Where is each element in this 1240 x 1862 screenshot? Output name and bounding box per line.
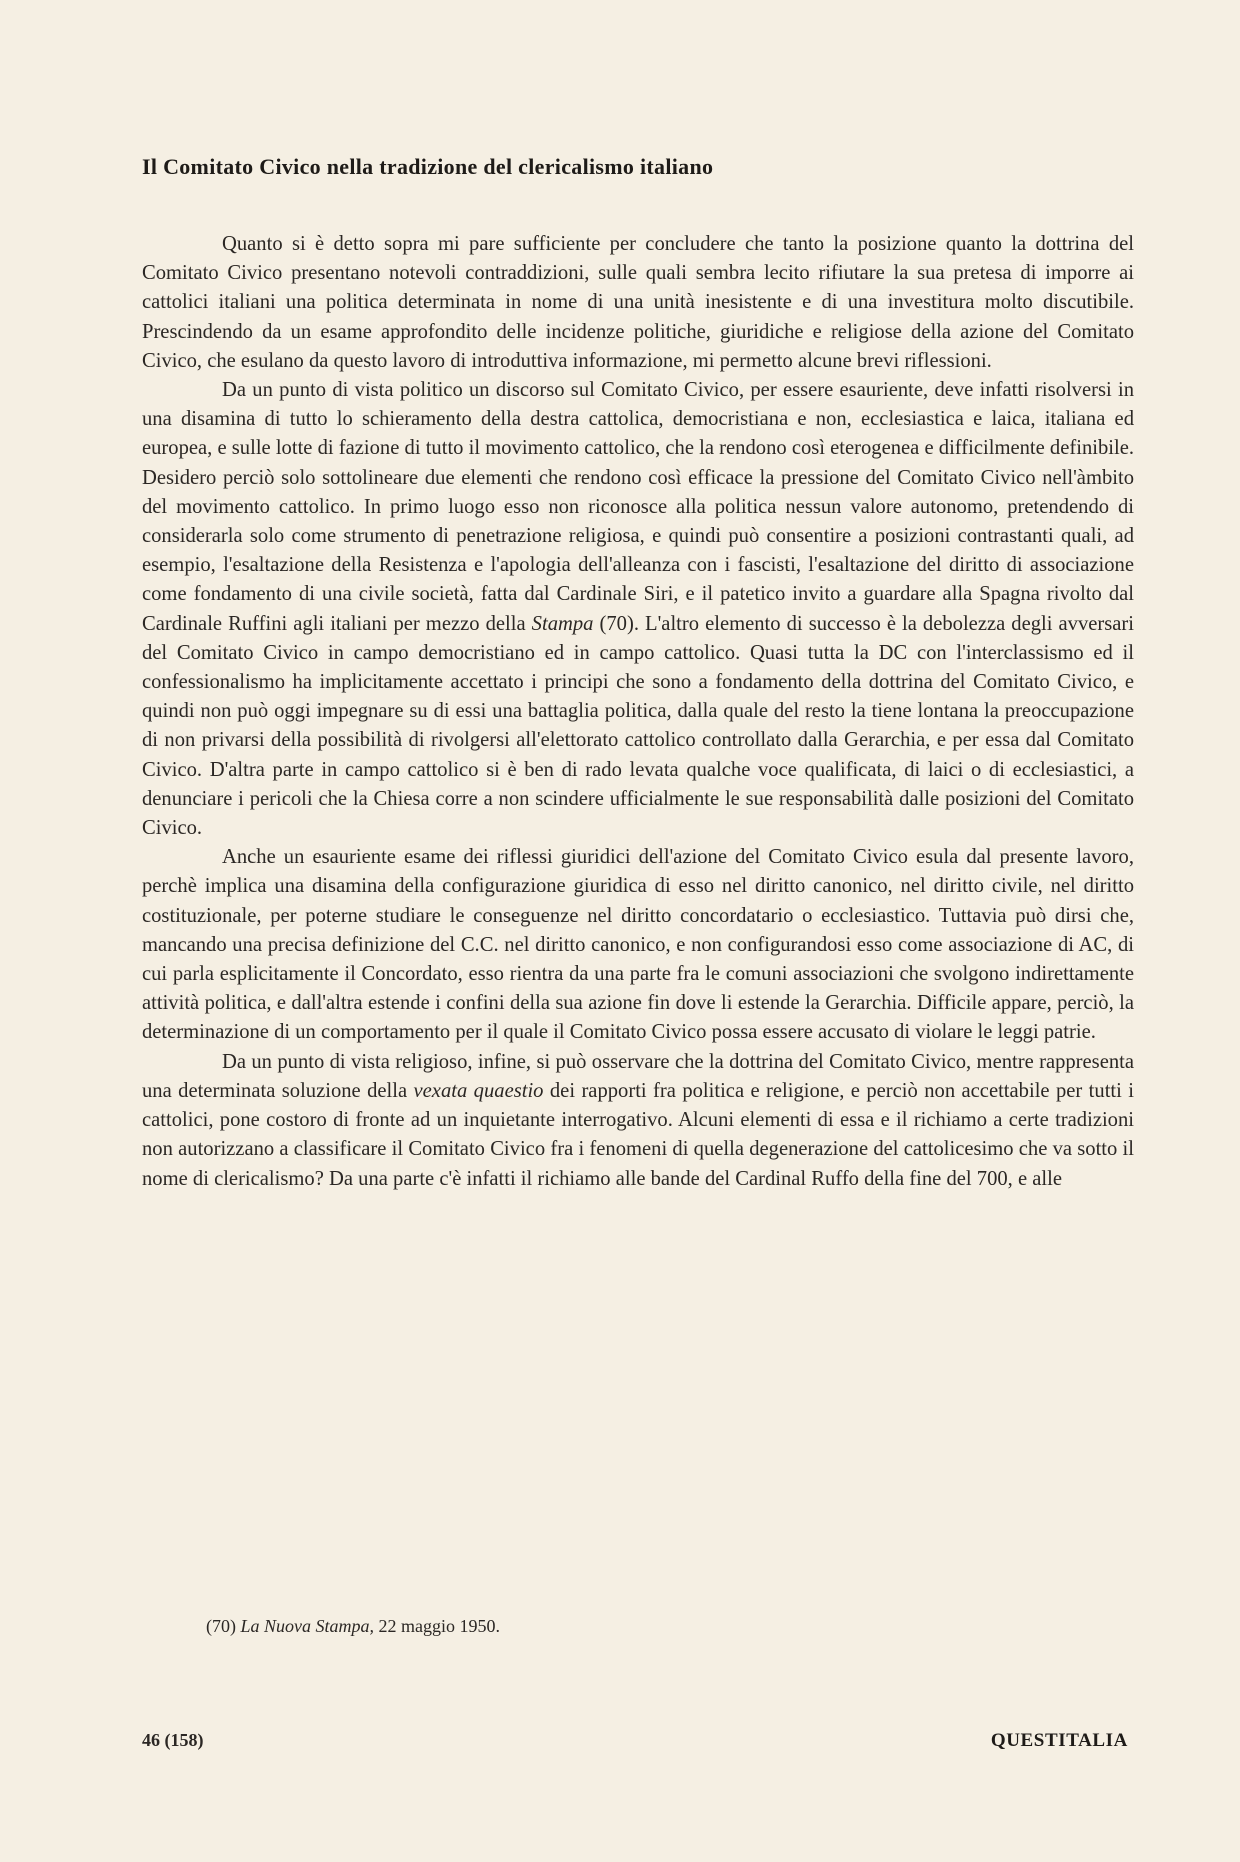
paragraph <box>142 1048 1134 1194</box>
paragraph-text: Da un punto di vista religioso, infine, si può osservare che la dottrina del Comitato Civico, mentre rappresenta una determinata soluzione della <box>142 1050 1134 1102</box>
paragraph <box>142 376 1134 843</box>
footnote-70 <box>206 1616 1106 1637</box>
footnote-source-title: La Nuova Stampa, <box>240 1616 375 1636</box>
italic-text: vexata quaestio <box>413 1079 544 1102</box>
italic-text: Stampa <box>531 612 594 635</box>
footnote-date: 22 maggio 1950. <box>378 1616 501 1636</box>
paragraph <box>142 843 1134 1047</box>
journal-name: QUESTITALIA <box>990 1730 1128 1751</box>
paragraph-text: Da un punto di vista politico un discorso sul Comitato Civico, per essere esauriente, deve infatti risolversi in una disamina di tutto lo schieramento della destra cattolica, democristiana e non, ecclesiastica e laica, italiana ed europea, e sulle lotte di fazione di tutto il movimento cattolico, che la rendono così eterogenea e difficilmente definibile. Desidero perciò solo sottolineare due elementi che rendono così efficace la pressione del Comitato Civico nell'àmbito del movimento cattolico. In primo luogo esso non riconosce alla politica nessun valore autonomo, pretendendo di considerarla solo come strumento di penetrazione religiosa, e quindi può consentire a posizioni contrastanti quali, ad esempio, l'esaltazione della Resistenza e l'apologia dell'alleanza con i fascisti, l'esaltazione del diritto di associazione come fondamento di una civile società, fatta dal Cardinale Siri, e il patetico invito a guardare alla Spagna rivolto dal Cardinale Ruffini agli italiani per mezzo della <box>142 379 1134 635</box>
paragraph <box>142 230 1134 376</box>
paragraph-text: (70). L'altro elemento di successo è la debolezza degli avversari del Comitato Civico in campo democristiano ed in campo cattolico. Quasi tutta la DC con l'interclassismo ed il confessionalismo ha implicitamente accettato i principi che sono a fondamento della dottrina del Comitato Civico, e quindi non può oggi impegnare su di essi una battaglia politica, dalla quale del resto la tiene lontana la preoccupazione di non privarsi della possibilità di rivolgersi all'elettorato cattolico controllato dalla Gerarchia, e per essa dal Comitato Civico. D'altra parte in campo cattolico si è ben di rado levata qualche voce qualificata, di laici o di ecclesiastici, a denunciare i pericoli che la Chiesa corre a non scindere ufficialmente le sue responsabilità dalle posizioni del Comitato Civico. <box>142 612 1134 840</box>
body-text <box>142 230 1134 1194</box>
section-heading: Il Comitato Civico nella tradizione del clericalismo italiano <box>142 154 714 179</box>
paragraph-text: Anche un esauriente esame dei riflessi giuridici dell'azione del Comitato Civico esula dal presente lavoro, perchè implica una disamina della configurazione giuridica di esso nel diritto canonico, nel diritto civile, nel diritto costituzionale, per poterne studiare le conseguenze nel diritto concordatario o ecclesiastico. Tuttavia può dirsi che, mancando una precisa definizione del C.C. nel diritto canonico, e non configurandosi esso come associazione di AC, di cui parla esplicitamente il Concordato, esso rientra da una parte fra le comuni associazioni che svolgono indirettamente attività politica, e dall'altra estende i confini della sua azione fin dove li estende la Gerarchia. Difficile appare, perciò, la determinazione di un comportamento per il quale il Comitato Civico possa essere accusato di violare le leggi patrie. <box>142 846 1134 1044</box>
footnote-number: (70) <box>206 1616 236 1636</box>
paragraph-text: dei rapporti fra politica e religione, e perciò non accettabile per tutti i cattolici, pone costoro di fronte ad un inquietante interrogativo. Alcuni elementi di essa e il richiamo a certe tradizioni non autorizzano a classificare il Comitato Civico fra i fenomeni di quella degenerazione del cattolicesimo che va sotto il nome di clericalismo? Da una parte c'è infatti il richiamo alle bande del Cardinal Ruffo della fine del 700, e alle <box>142 1079 1134 1190</box>
paragraph-text: Quanto si è detto sopra mi pare sufficiente per concludere che tanto la posizione quanto la dottrina del Comitato Civico presentano notevoli contraddizioni, sulle quali sembra lecito rifiutare la sua pretesa di imporre ai cattolici italiani una politica determinata in nome di una unità inesistente e di una investitura molto discutibile. Prescindendo da un esame approfondito delle incidenze politiche, giuridiche e religiose della azione del Comitato Civico, che esulano da questo lavoro di introduttiva informazione, mi permetto alcune brevi riflessioni. <box>142 233 1134 372</box>
page-number: 46 (158) <box>142 1730 204 1750</box>
